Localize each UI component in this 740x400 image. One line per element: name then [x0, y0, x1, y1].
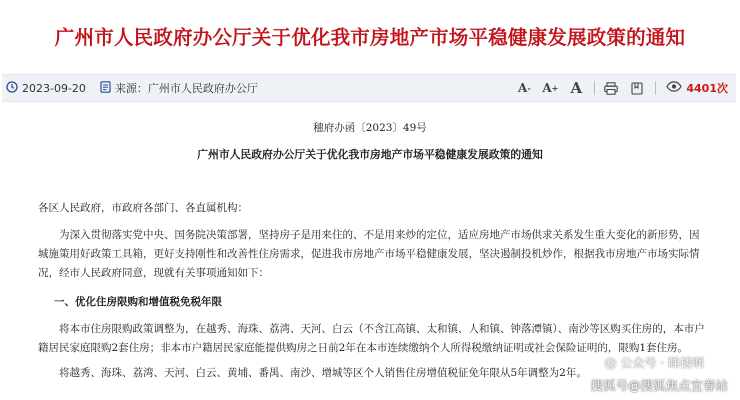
document-paragraph-1: 为深入贯彻落实党中央、国务院决策部署，坚持房子是用来住的、不是用来炒的定位，适应房地产市场供求关系发生重大变化的新形势，因城施策用好政策工具箱，更好支持刚性和改善性住房需求，促进我市房地产市场平稳健康发展，坚决遏制投机炒作，根据我市房地产市场实际情况，经市人民政府同意，现就有关事项通知如下：	[38, 229, 700, 279]
toolbar-divider	[655, 81, 656, 95]
article-meta-bar	[2, 74, 736, 102]
wechat-watermark	[604, 354, 704, 371]
print-icon[interactable]	[601, 78, 621, 98]
sohu-source-watermark: 搜狐号@搜狐焦点宜春站	[590, 378, 728, 393]
document-paragraph-3: 将越秀、海珠、荔湾、天河、白云、黄埔、番禺、南沙、增城等区个人销售住房增值税征免年限从5年调整为2年。	[59, 367, 587, 379]
font-large-icon[interactable]: A	[570, 79, 583, 97]
eye-icon	[666, 81, 682, 96]
clock-icon	[6, 81, 18, 96]
publish-date	[6, 81, 86, 96]
document-paragraph-2: 将本市住房限购政策调整为，在越秀、海珠、荔湾、天河、白云（不含江高镇、太和镇、人和镇、钟落潭镇）、南沙等区购买住房的，本市户籍居民家庭限购2套住房；非本市户籍居民家庭能提供购房之日前2年在本市连续缴纳个人所得税缴纳证明或社会保险证明的，限购1套住房。	[38, 323, 705, 354]
view-count	[666, 80, 728, 96]
meta-left	[2, 80, 272, 96]
wechat-watermark-text: 公众号 · 睇楼啊	[620, 356, 704, 370]
document-salutation: 各区人民政府，市政府各部门、各直属机构：	[38, 202, 248, 214]
text-decrease-icon[interactable]: A -	[518, 81, 531, 95]
document-title: 广州市人民政府办公厅关于优化我市房地产市场平稳健康发展政策的通知	[197, 148, 543, 161]
document-number: 穗府办函〔2023〕49号	[313, 122, 427, 134]
publish-date-text: 2023-09-20	[22, 81, 86, 95]
toolbar-divider	[594, 81, 595, 95]
article-title: 广州市人民政府办公厅关于优化我市房地产市场平稳健康发展政策的通知	[54, 26, 686, 49]
view-count-text: 4401次	[686, 82, 728, 95]
article-source	[100, 80, 258, 96]
document-icon	[100, 81, 111, 96]
text-increase-icon[interactable]: A +	[542, 81, 559, 95]
bookmark-icon[interactable]	[627, 78, 647, 98]
document-heading-1: 一、优化住房限购和增值税免税年限	[54, 296, 222, 308]
meta-toolbar	[508, 78, 736, 98]
article-source-text: 来源：广州市人民政府办公厅	[114, 82, 258, 95]
wechat-icon: ◎	[604, 354, 617, 371]
